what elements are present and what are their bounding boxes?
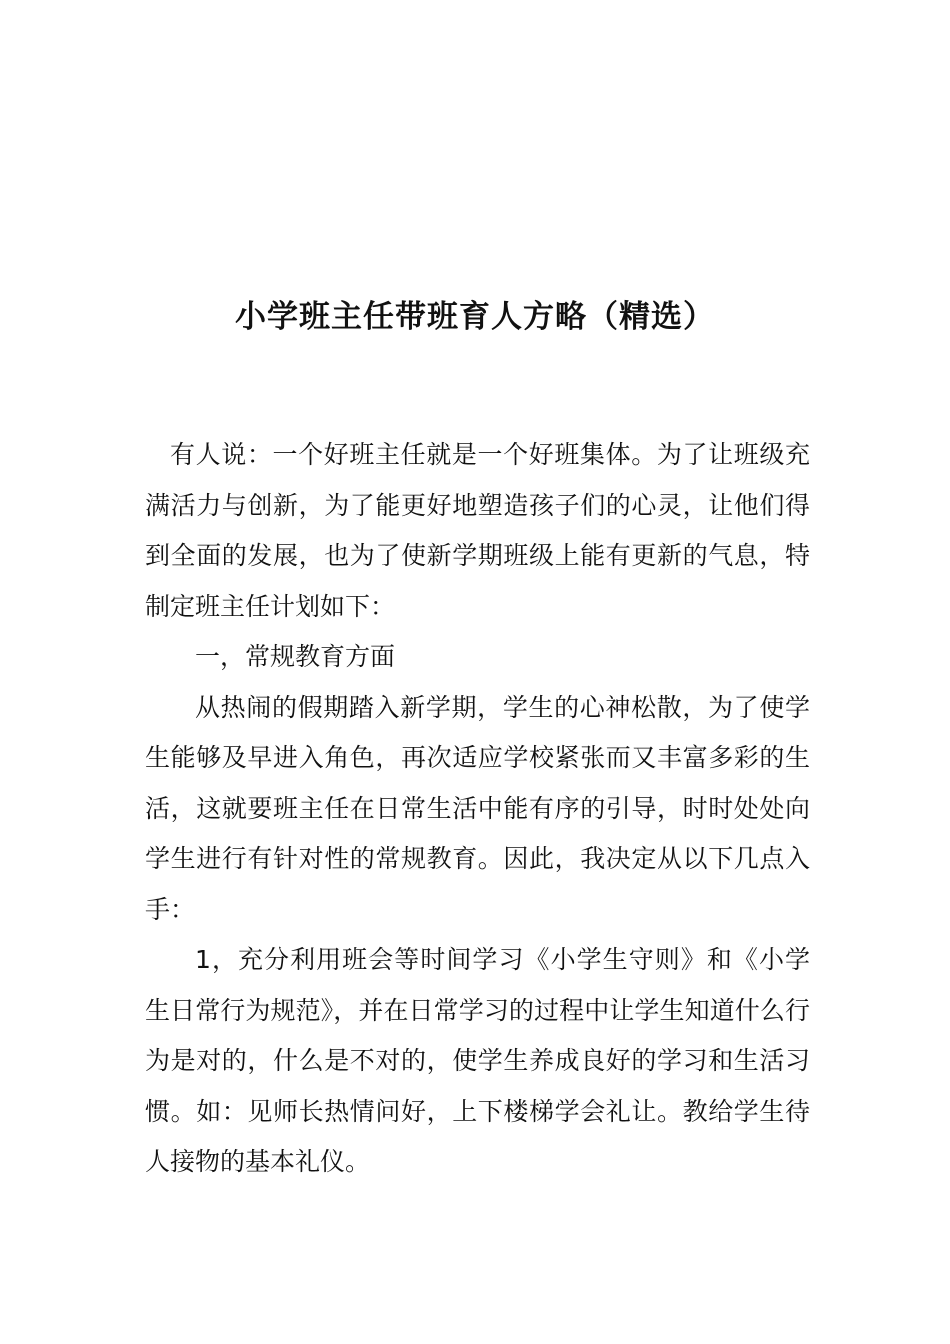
document-body (145, 430, 810, 1188)
paragraph-intro: 有人说：一个好班主任就是一个好班集体。为了让班级充满活力与创新，为了能更好地塑造孩子们的心灵，让他们得到全面的发展，也为了使新学期班级上能有更新的气息，特制定班主任计划如下： (145, 440, 810, 621)
section-heading-routine-education: 一，常规教育方面 (195, 642, 396, 671)
paragraph-item-1: 1，充分利用班会等时间学习《小学生守则》和《小学生日常行为规范》，并在日常学习的过程中让学生知道什么行为是对的，什么是不对的，使学生养成良好的学习和生活习惯。如：见师长热情问好，上下楼梯学会礼让。教给学生待人接物的基本礼仪。 (145, 945, 810, 1176)
document-title: 小学班主任带班育人方略（精选） (235, 299, 715, 335)
paragraph-routine-education: 从热闹的假期踏入新学期，学生的心神松散，为了使学生能够及早进入角色，再次适应学校紧张而又丰富多彩的生活，这就要班主任在日常生活中能有序的引导，时时处处向学生进行有针对性的常规教育。因此，我决定从以下几点入手： (145, 692, 810, 924)
